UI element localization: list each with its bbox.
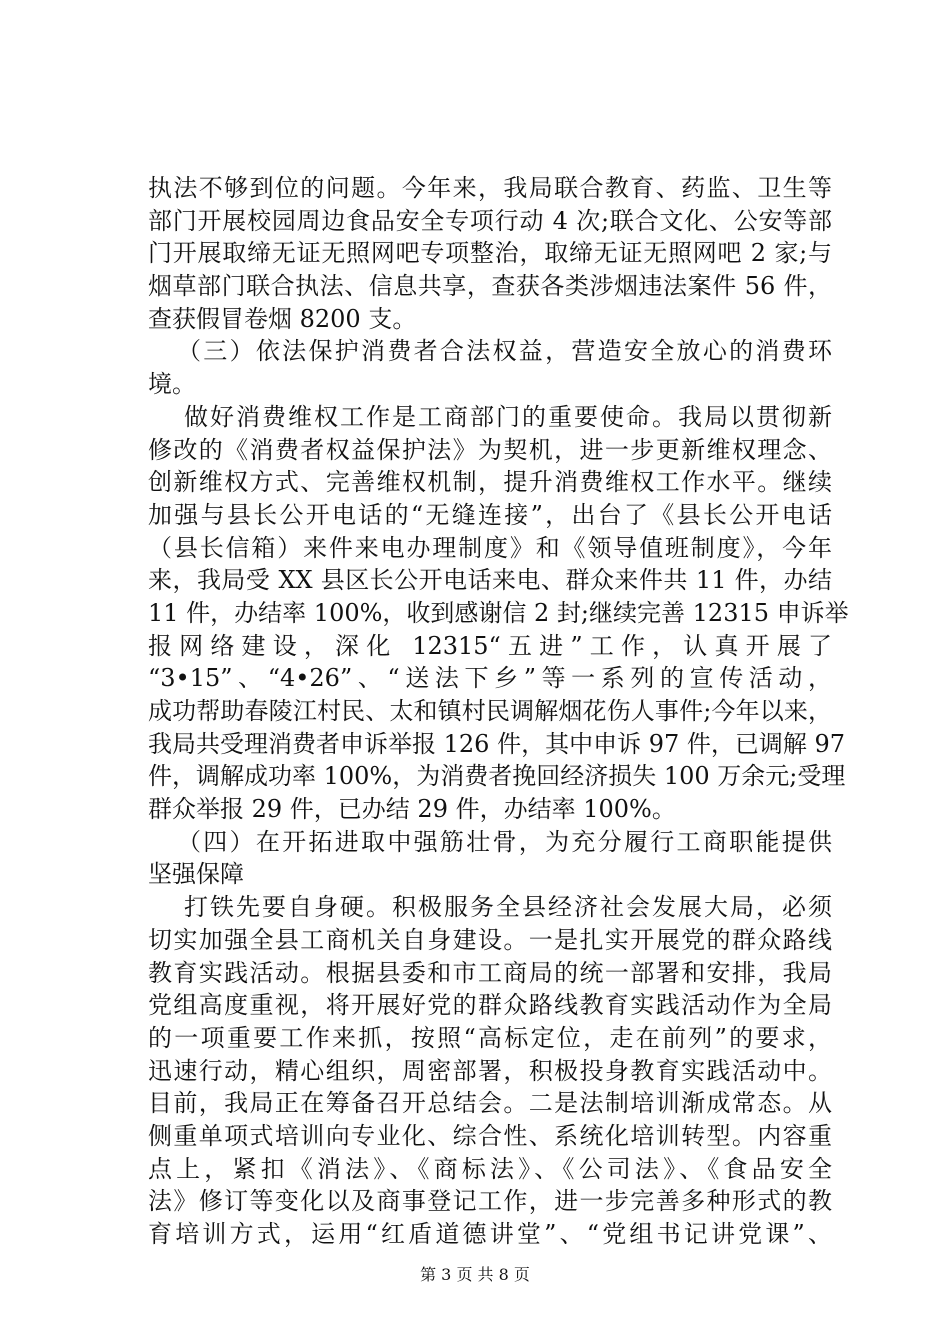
page-footer: 第 3 页 共 8 页 bbox=[420, 1265, 530, 1284]
text-line: 侧重单项式培训向专业化、综合性、系统化培训转型。内容重 bbox=[148, 1121, 832, 1150]
text-line: 目前，我局正在筹备召开总结会。二是法制培训渐成常态。从 bbox=[148, 1089, 832, 1118]
text-line: 来，我局受 XX 县区长公开电话来电、群众来件共 11 件，办结 bbox=[148, 566, 832, 595]
text-line: 教育实践活动。根据县委和市工商局的统一部署和安排，我局 bbox=[148, 958, 832, 987]
text-line: 件，调解成功率 100%，为消费者挽回经济损失 100 万余元;受理 bbox=[148, 762, 846, 791]
section-heading: （四）在开拓进取中强筋壮骨，为充分履行工商职能提供 bbox=[177, 827, 832, 856]
text-line: 11 件，办结率 100%，收到感谢信 2 封;继续完善 12315 申诉举 bbox=[148, 598, 849, 627]
section-heading-continued: 坚强保障 bbox=[148, 860, 244, 889]
text-line: 我局共受理消费者申诉举报 126 件，其中申诉 97 件，已调解 97 bbox=[148, 729, 846, 758]
text-line: 执法不够到位的问题。今年来，我局联合教育、药监、卫生等 bbox=[148, 174, 832, 202]
paragraph-first-line: 打铁先要自身硬。积极服务全县经济社会发展大局，必须 bbox=[184, 893, 832, 922]
text-line: 部门开展校园周边食品安全专项行动 4 次;联合文化、公安等部 bbox=[148, 206, 832, 235]
text-line: 查获假冒卷烟 8200 支。 bbox=[148, 304, 417, 333]
text-line: 创新维权方式、完善维权机制，提升消费维权工作水平。继续 bbox=[148, 468, 832, 497]
text-line: “3•15”、“4•26”、“送法下乡”等一系列的宣传活动， bbox=[148, 664, 832, 693]
text-line: 法》修订等变化以及商事登记工作，进一步完善多种形式的教 bbox=[148, 1187, 832, 1216]
text-line: 点上，紧扣《消法》、《商标法》、《公司法》、《食品安全 bbox=[148, 1154, 832, 1183]
text-line: 切实加强全县工商机关自身建设。一是扎实开展党的群众路线 bbox=[148, 925, 832, 954]
text-line: 报网络建设，深化 12315“五进”工作，认真开展了 bbox=[148, 631, 832, 660]
section-heading-continued: 境。 bbox=[148, 370, 196, 399]
text-line: 的一项重要工作来抓，按照“高标定位，走在前列”的要求， bbox=[148, 1023, 832, 1052]
text-line: 成功帮助春陵江村民、太和镇村民调解烟花伤人事件;今年以来， bbox=[148, 697, 832, 725]
document-body bbox=[148, 172, 849, 1251]
text-line: （县长信箱）来件来电办理制度》和《领导值班制度》，今年 bbox=[148, 533, 832, 562]
section-heading: （三）依法保护消费者合法权益，营造安全放心的消费环 bbox=[177, 337, 832, 366]
text-line: 群众举报 29 件，已办结 29 件，办结率 100%。 bbox=[148, 795, 676, 824]
text-line: 烟草部门联合执法、信息共享，查获各类涉烟违法案件 56 件， bbox=[148, 272, 832, 301]
paragraph-first-line: 做好消费维权工作是工商部门的重要使命。我局以贯彻新 bbox=[184, 402, 832, 431]
text-line: 迅速行动，精心组织，周密部署，积极投身教育实践活动中。 bbox=[148, 1056, 832, 1085]
text-line: 门开展取缔无证无照网吧专项整治，取缔无证无照网吧 2 家;与 bbox=[148, 239, 832, 268]
text-line: 加强与县长公开电话的“无缝连接”，出台了《县长公开电话 bbox=[148, 500, 832, 529]
text-line: 修改的《消费者权益保护法》为契机，进一步更新维权理念、 bbox=[148, 435, 832, 464]
text-line: 党组高度重视，将开展好党的群众路线教育实践活动作为全局 bbox=[148, 991, 832, 1020]
text-line: 育培训方式，运用“红盾道德讲堂”、“党组书记讲党课”、 bbox=[148, 1220, 832, 1248]
